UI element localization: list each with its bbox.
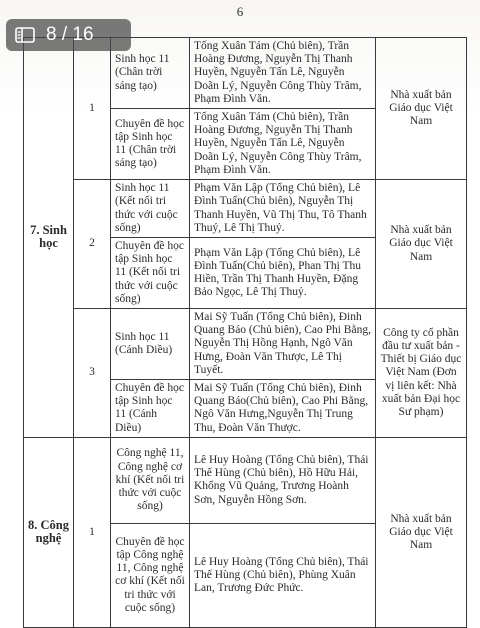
group-number: 1 [74,437,111,627]
book-authors: Tống Xuân Tám (Chủ biên), Trần Hoàng Đương, Nguyễn Thị Thanh Huyền, Nguyễn Tấn Lê, Nguyễn Doãn Lý, Nguyễn Công Thùy Trâm, Phạm Đình Văn. [190,109,376,180]
book-title: Sinh học 11 (Cánh Diều) [111,309,190,380]
subject-cell: 7. Sinh học [24,38,74,438]
table-row [24,309,467,380]
page-indicator-label: 8 / 16 [46,24,94,45]
book-title: Chuyên đề học tập Sinh học 11 (Chân trời sáng tạo) [111,109,190,180]
table-row [24,180,467,238]
textbook-table [23,37,467,628]
subject-cell: 8. Công nghệ [24,437,74,627]
book-title: Sinh học 11 (Chân trời sáng tạo) [111,38,190,109]
group-number: 3 [74,309,111,438]
book-title: Chuyên đề học tập Công nghệ 11, Công nghệ cơ khí (Kết nối tri thức với cuộc sống) [111,523,190,627]
book-authors: Phạm Văn Lập (Tổng Chủ biên), Lê Đình Tuấn(Chủ biên), Nguyễn Thị Thanh Huyền, Vũ Thị Thu, Tô Thanh Thuý, Lê Thị Thuỷ. [190,180,376,238]
publisher-cell: Nhà xuất bản Giáo dục Việt Nam [376,38,467,180]
book-title: Sinh học 11 (Kết nối tri thức với cuộc sống) [111,180,190,238]
book-authors: Mai Sỹ Tuấn (Tổng Chủ biên), Đinh Quang Báo (Chủ biên), Cao Phi Bằng, Nguyễn Thị Hồng Hạnh, Ngô Văn Hưng, Đoàn Văn Thược, Lê Thị Tuyết. [190,309,376,380]
group-number: 1 [74,38,111,180]
book-title: Công nghệ 11, Công nghệ cơ khí (Kết nối tri thức với cuộc sống) [111,437,190,523]
page-indicator[interactable] [6,19,131,51]
book-title: Chuyên đề học tập Sinh học 11 (Cánh Diều) [111,380,190,438]
book-authors: Lê Huy Hoàng (Tổng Chủ biên), Thái Thế Hùng (Chủ biên), Hồ Hữu Hải, Khổng Vũ Quảng, Trương Hoành Sơn, Nguyễn Hồng Sơn. [190,437,376,523]
publisher-cell: Công ty cổ phần đầu tư xuất bản - Thiết bị Giáo dục Việt Nam (Đơn vị liên kết: Nhà xuất bản Đại học Sư phạm) [376,309,467,438]
group-number: 2 [74,180,111,309]
book-authors: Phạm Văn Lập (Tổng Chủ biên), Lê Đình Tuấn(Chủ biên), Phan Thị Thu Hiền, Trần Thị Thanh Huyền, Đặng Bảo Ngọc, Lê Thị Thuỷ. [190,238,376,309]
book-authors: Lê Huy Hoàng (Tổng Chủ biên), Thái Thế Hùng (Chủ biên), Phùng Xuân Lan, Trương Đức Phức. [190,523,376,627]
book-authors: Tống Xuân Tám (Chủ biên), Trần Hoàng Đương, Nguyễn Thị Thanh Huyền, Nguyễn Tấn Lê, Nguyễn Doãn Lý, Nguyễn Công Thùy Trâm, Phạm Đình Văn. [190,38,376,109]
sidebar-panel-icon[interactable] [15,27,35,43]
page-number: 6 [236,4,244,19]
book-authors: Mai Sỹ Tuấn (Tổng Chủ biên), Đinh Quang Báo(Chủ biên), Cao Phi Bằng, Ngô Văn Hưng,Nguyễn Thị Trung Thu, Đoàn Văn Thược. [190,380,376,438]
table-row [24,437,467,523]
book-title: Chuyên đề học tập Sinh học 11 (Kết nối tri thức với cuộc sống) [111,238,190,309]
publisher-cell: Nhà xuất bản Giáo dục Việt Nam [376,437,467,627]
publisher-cell: Nhà xuất bản Giáo dục Việt Nam [376,180,467,309]
